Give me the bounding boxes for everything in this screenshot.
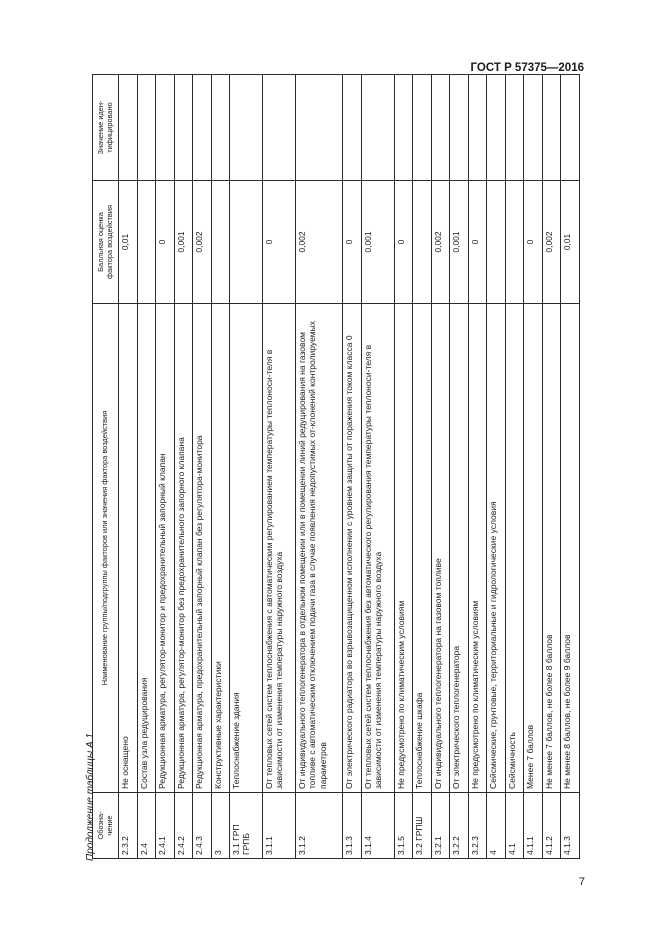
row-identified [262, 75, 295, 181]
row-code: 3.1.3 [343, 793, 362, 859]
row-code: 2.4.2 [174, 793, 193, 859]
page-number: 7 [578, 876, 585, 888]
row-code: 2.4 [137, 793, 156, 859]
row-identified [343, 75, 362, 181]
row-score: 0,001 [174, 181, 193, 304]
row-identified [174, 75, 193, 181]
row-code: 3.2.2 [450, 793, 469, 859]
row-name: Теплоснабжение шкафа [413, 304, 432, 793]
row-score: 0,001 [361, 181, 394, 304]
row-identified [394, 75, 413, 181]
row-score: 0,002 [431, 181, 450, 304]
table-row [230, 75, 263, 859]
table-row [450, 75, 469, 859]
factor-table [92, 74, 580, 859]
row-score: 0,01 [119, 181, 138, 304]
row-score [487, 181, 506, 304]
row-code: 4 [487, 793, 506, 859]
row-score: 0 [343, 181, 362, 304]
table-row [174, 75, 193, 859]
row-name: Конструктивные характеристики [211, 304, 230, 793]
table-row [542, 75, 561, 859]
row-identified [193, 75, 212, 181]
row-score: 0,002 [542, 181, 561, 304]
row-name: Не оснащено [119, 304, 138, 793]
row-score: 0,001 [450, 181, 469, 304]
table-row [137, 75, 156, 859]
row-name: Сейсмические, грунтовые, территориальные и гидрологические условия [487, 304, 506, 793]
row-score [505, 181, 524, 304]
row-code: 3.1.1 [262, 793, 295, 859]
row-score: 0 [524, 181, 543, 304]
row-code: 3.1.5 [394, 793, 413, 859]
row-name: От тепловых сетей систем теплоснабжения с автоматическим регулированием температуры теплоноси-теля в зависимости от изменения температуры наружного воздуха [262, 304, 295, 793]
table-row [119, 75, 138, 859]
row-code: 3.1.4 [361, 793, 394, 859]
row-code: 4.1 [505, 793, 524, 859]
row-code: 4.1.1 [524, 793, 543, 859]
row-name: От электрического радиатора во взрывозащищенном исполнении с уровнем защиты от поражения током класса 0 [343, 304, 362, 793]
row-code: 3.1 ГРП ГРПБ [230, 793, 263, 859]
table-row [561, 75, 580, 859]
row-name: От тепловых сетей систем теплоснабжения без автоматического регулирования температуры теплоноси-теля в зависимости от изменения температуры наружного воздуха [361, 304, 394, 793]
row-identified [295, 75, 342, 181]
row-identified [137, 75, 156, 181]
table-body [119, 75, 580, 859]
table-row [343, 75, 362, 859]
row-name: От электрического теплогенератора [450, 304, 469, 793]
row-code: 3.2.3 [468, 793, 487, 859]
column-header-identified: Значение иден- тифицировано [93, 75, 119, 181]
row-score: 0,002 [295, 181, 342, 304]
row-name: Не предусмотрено по климатическим условиям [468, 304, 487, 793]
row-identified [561, 75, 580, 181]
table-wrapper [92, 93, 580, 859]
row-code: 4.1.2 [542, 793, 561, 859]
column-header-score: Балльная оценка фактора воздействия [93, 181, 119, 304]
row-code: 2.4.3 [193, 793, 212, 859]
row-score [211, 181, 230, 304]
row-identified [450, 75, 469, 181]
row-score: 0 [468, 181, 487, 304]
table-row [413, 75, 432, 859]
column-header-code: Обозна- чение [93, 793, 119, 859]
row-name: Теплоснабжение здания [230, 304, 263, 793]
table-row [193, 75, 212, 859]
row-name: Не менее 8 баллов, не более 9 баллов [561, 304, 580, 793]
row-name: Состав узла редуцирования [137, 304, 156, 793]
row-name: От индивидуального теплогенератора на газовом топливе [431, 304, 450, 793]
row-identified [413, 75, 432, 181]
row-name: Сейсмичность [505, 304, 524, 793]
row-score [413, 181, 432, 304]
table-row [505, 75, 524, 859]
rotated-table-frame [92, 93, 580, 859]
row-name: Редукционная арматура, регулятор-монитор и предохранительный запорный клапан [156, 304, 175, 793]
standard-designation: ГОСТ Р 57375—2016 [470, 62, 584, 74]
row-name: Редукционная арматура, регулятор-монитор без предохранительного запорного клапана [174, 304, 193, 793]
row-identified [505, 75, 524, 181]
column-header-name: Наименование группы/подгруппы факторов или значения фактора воздействия [93, 304, 119, 793]
row-name: От индивидуального теплогенератора в отдельном помещении или в помещении линий редуцирования на газовом топливе с автоматическим отключением подачи газа в случае появления недопустимых от-клонений контролируемых параметров [295, 304, 342, 793]
table-row [431, 75, 450, 859]
row-code: 3.2.1 [431, 793, 450, 859]
row-score: 0 [394, 181, 413, 304]
row-identified [431, 75, 450, 181]
row-code: 2.4.1 [156, 793, 175, 859]
table-row [295, 75, 342, 859]
row-identified [361, 75, 394, 181]
table-caption: Продолжение таблицы А.1 [85, 733, 96, 861]
row-score [137, 181, 156, 304]
row-score: 0 [156, 181, 175, 304]
table-row [394, 75, 413, 859]
row-score: 0,002 [193, 181, 212, 304]
row-name: Не предусмотрено по климатическим условиям [394, 304, 413, 793]
row-identified [119, 75, 138, 181]
row-identified [524, 75, 543, 181]
table-row [156, 75, 175, 859]
row-code: 3 [211, 793, 230, 859]
row-identified [156, 75, 175, 181]
row-identified [468, 75, 487, 181]
table-row [487, 75, 506, 859]
table-row [361, 75, 394, 859]
table-header-row [93, 75, 119, 859]
row-code: 2.3.2 [119, 793, 138, 859]
table-row [468, 75, 487, 859]
row-score: 0 [262, 181, 295, 304]
row-name: Менее 7 баллов [524, 304, 543, 793]
row-code: 4.1.3 [561, 793, 580, 859]
row-score [230, 181, 263, 304]
row-name: Редукционная арматура, предохранительный запорный клапан без регулятора-монитора [193, 304, 212, 793]
row-identified [230, 75, 263, 181]
row-name: Не менее 7 баллов, не более 8 баллов [542, 304, 561, 793]
row-identified [487, 75, 506, 181]
table-row [262, 75, 295, 859]
table-row [524, 75, 543, 859]
row-code: 3.2 ГРПШ [413, 793, 432, 859]
row-identified [211, 75, 230, 181]
table-row [211, 75, 230, 859]
row-identified [542, 75, 561, 181]
row-score: 0,01 [561, 181, 580, 304]
row-code: 3.1.2 [295, 793, 342, 859]
